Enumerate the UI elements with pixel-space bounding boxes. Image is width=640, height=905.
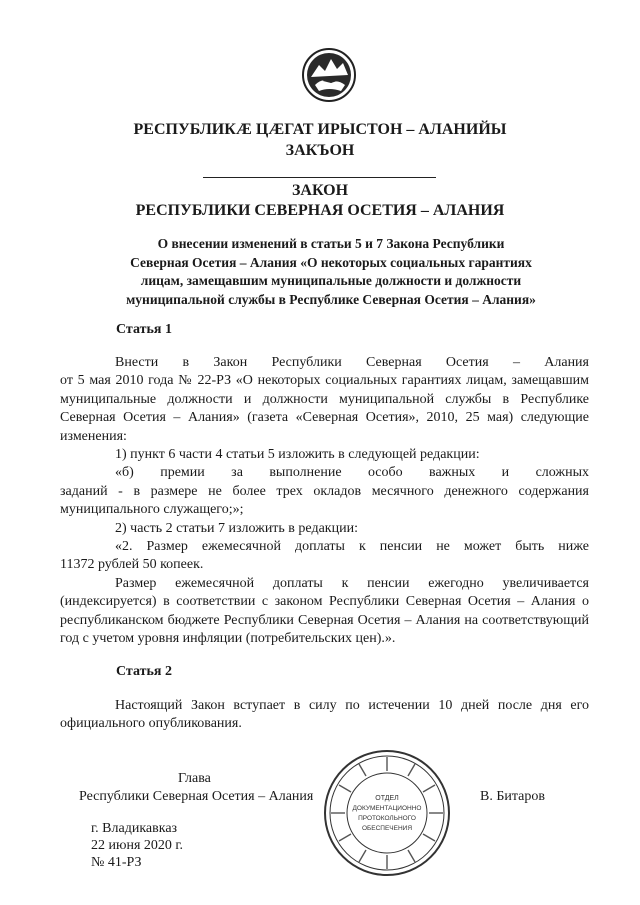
- paragraph: 1) пункт 6 части 4 статьи 5 изложить в следующей редакции:: [115, 447, 480, 463]
- law-number: № 41-РЗ: [91, 855, 142, 870]
- svg-text:ОТДЕЛ: ОТДЕЛ: [375, 795, 399, 802]
- paragraph-line: Внести в Закон Республики Северная Осетия – Алания: [115, 355, 589, 370]
- paragraph: 2) часть 2 статьи 7 изложить в редакции:: [115, 520, 358, 536]
- header-divider: [203, 177, 436, 178]
- article-2-heading: Статья 2: [116, 664, 172, 679]
- republic-name: РЕСПУБЛИКИ СЕВЕРНАЯ ОСЕТИЯ – АЛАНИЯ: [135, 202, 505, 219]
- coat-of-arms-emblem: [301, 47, 357, 103]
- law-title-ossetian: ЗАКЪОН: [285, 142, 355, 159]
- signatory-name: В. Битаров: [480, 789, 545, 804]
- signatory-role-line-2: Республики Северная Осетия – Алания: [79, 789, 314, 804]
- paragraph: заданий - в размере не более трех окладов месячного денежного содержания муниципального служащего;»;: [60, 483, 589, 518]
- svg-text:ДОКУМЕНТАЦИОННО: ДОКУМЕНТАЦИОННО: [352, 805, 422, 812]
- paragraph-line: Размер ежемесячной доплаты к пенсии ежегодно увеличивается: [115, 575, 589, 591]
- subject-line: лицам, замещавшим муниципальные должности и должности: [140, 273, 522, 288]
- law-title: ЗАКОН: [291, 182, 349, 199]
- subject-line: Северная Осетия – Алания «О некоторых социальных гарантиях: [130, 254, 532, 270]
- paragraph-line: «б) премии за выполнение особо важных и сложных: [115, 465, 589, 481]
- svg-text:ОБЕСПЕЧЕНИЯ: ОБЕСПЕЧЕНИЯ: [361, 825, 413, 832]
- republic-name-ossetian: РЕСПУБЛИКÆ ЦÆГАТ ИРЫСТОН – АЛАНИЙЫ: [133, 121, 507, 138]
- paragraph: 11372 рублей 50 копеек.: [60, 557, 204, 573]
- signing-date: 22 июня 2020 г.: [91, 838, 184, 853]
- paragraph-line: Настоящий Закон вступает в силу по истечении 10 дней после дня его: [115, 698, 589, 713]
- subject-line: муниципальной службы в Республике Северная Осетия – Алания»: [126, 291, 536, 307]
- paragraph: (индексируется) в соответствии с законом Республики Северная Осетия – Алания о республиканском бюджете Республики Северная Осетия – Алания на соответствующий год с учетом уровня инфляции (потребительских цен).».: [60, 594, 589, 647]
- paragraph: официального опубликования.: [60, 716, 242, 732]
- article-1-heading: Статья 1: [116, 322, 172, 337]
- paragraph: от 5 мая 2010 года № 22-РЗ «О некоторых социальных гарантиях лицам, замещавшим муниципальные должности и должности муниципальной службы в Республике Северная Осетия – Алания» (газета «Северная Осетия», 2010, 25 мая) следующие изменения:: [60, 373, 589, 444]
- subject-line: О внесении изменений в статьи 5 и 7 Закона Республики: [157, 236, 505, 251]
- article-2-body: [60, 697, 589, 734]
- paragraph-line: «2. Размер ежемесячной доплаты к пенсии не может быть ниже: [115, 539, 589, 555]
- place-of-signing: г. Владикавказ: [91, 821, 178, 836]
- svg-text:ПРОТОКОЛЬНОГО: ПРОТОКОЛЬНОГО: [358, 815, 416, 822]
- signatory-role: Глава: [178, 771, 211, 786]
- law-subject: [96, 235, 566, 309]
- article-1-body: [60, 354, 589, 649]
- official-stamp-seal: [322, 748, 452, 878]
